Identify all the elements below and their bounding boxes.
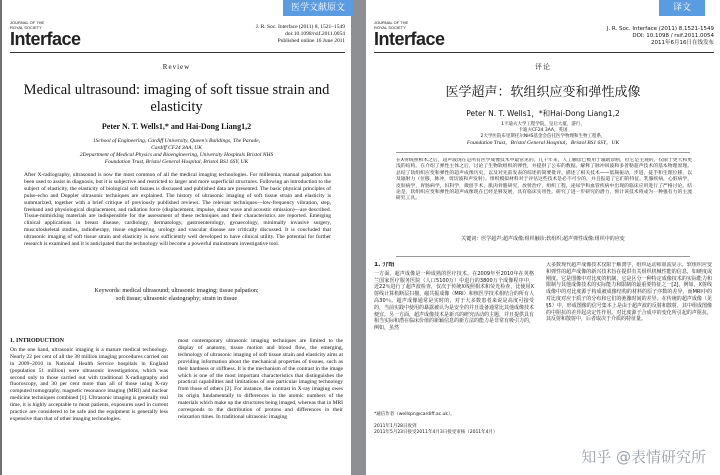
body-text: 一方面，超声成像是一种成熟的医疗技术。在2009年至2010年在英格兰国家医疗服务医院（人口5100万）中进行的3800万个成像程序中，近22％进行了超声波检查，仅次于传统X线照相术和荧光检查，比使用X射线计算机断层扫描，磁共振成像（MRI）和核医学技术相结合的所有人高30％。超声成像通常是实时的，对于大多数患者来说是高度可接受的，当前实践中使用的暴露被认为是安全的并且设备通常比其他成像技术便宜。另一方面，超声成像技术是新兴的研究活动的主题，并且提供具有相当实际和潜在临床价值的新颖信息的新方法的能力是非常有吸引力的，例如，虽然 [374, 270, 534, 332]
journal-logo [374, 20, 445, 48]
translated-paper-page [366, 0, 720, 475]
header-line: DOI: 10.1098 / rsif.2011.0054 [632, 33, 714, 39]
header-rule [374, 52, 714, 53]
translation-tag: 译文 [659, 0, 705, 16]
keywords-rule [396, 256, 690, 257]
section-label: 评论 [535, 63, 551, 71]
paper-authors: Peter N. T. Wells1,* and Hai-Dong Liang1,2 [101, 122, 252, 131]
journal-header-info [256, 24, 345, 45]
affiliation-line: Cardiff CF24 3AA, UK [151, 145, 202, 151]
original-paper-page [2, 0, 351, 475]
author-affiliations [2, 138, 351, 166]
journal-logo-big: Interface [10, 29, 81, 49]
header-line: 2011年6月16日在线发布 [651, 40, 714, 46]
paper-keywords [2, 288, 351, 303]
section-label: Review [162, 63, 191, 71]
affiliation-line: 1卡迪夫大学工程学院，皇后大厦，游行， [501, 122, 585, 127]
body-column-left [10, 338, 168, 470]
affiliation-line: Foundation Trust，Bristol General Hospital，Bristol BS1 6SY，UK [466, 140, 620, 146]
header-line: J. R. Soc. Interface (2011) 8,1521-1549 [606, 26, 714, 32]
paper-title: Medical ultrasound: imaging of soft tissue strain and elasticity [23, 82, 330, 115]
footnotes [374, 412, 534, 436]
footnote-line: 2011年5月23日接受2011年4月3日接受审核（2011年4月） [374, 430, 498, 435]
journal-logo [10, 20, 81, 48]
original-text-tag: 医学文献原文 [283, 0, 353, 16]
paper-title: 医学超声：软组织应变和弹性成像 [445, 85, 641, 100]
header-line: J. R. Soc. Interface (2011) 8, 1521–1549 [255, 24, 345, 30]
zhihu-watermark: 知乎 @表情研究所 [581, 448, 706, 466]
keywords-line: 关键词：医学超声;超声成像;组织触诊;软组织;超声弹性成像;组织中的应变 [461, 236, 625, 242]
body-text: On the one hand, ultrasonic imaging is a mature medical technology. Nearly 22 per cent of all the 38 million imaging procedures carried out in 2009–2010 in National Health Service hospitals in England (population 51 million) were ultrasonic investigations, which was second only to those carried out with traditional X-radiography and fluoroscopy, and 30 per cent more than all of those using X-ray computed tomography, magnetic resonance imaging (MRI) and nuclear medicine techniques combined [1]. Ultrasonic imaging is generally real time, it is highly acceptable to most patients, exposures used in current practice are considered to be safe and the equipment is generally less expensive than that of other imaging technologies. [10, 346, 168, 422]
keywords-line: Keywords: medical ultrasound; ultrasonic imaging; tissue palpation; [94, 288, 259, 294]
affiliation-line: 卡迪夫CF24 3AA，英国 [518, 128, 568, 133]
affiliation-line: 2Department of Medical Physics and Bioengineering, University Hospitals Bristol NHS [79, 152, 274, 158]
section-heading: 1. INTRODUCTION [10, 338, 65, 344]
body-column-right [178, 338, 343, 470]
journal-header-info [607, 26, 714, 47]
body-text: 大多数现代超声成像技术仅限于解剖学，组织运动和血流显示，软组织应变和弹性的超声成像的新兴技术旨在提供有关组织机械性能的信息，如硬度或刚度。它是图像中对比度的机制，它是区分一种特定成像技术的实际能力和限制与其他成像技术的实际能力和限制的最重要特征之一[2]。例如，X射线成像中的对比度源于构成被成像结构的材料的原子序数的差异，而MRI中的对比度对应于质子的分布和它们的弛豫时间的差异。在传统的超声成像（见§5）中，形成图像的信号集本上是由于超声波的反射和散射，其中组成图像的中阻抗的差异起决定性作用。对比度源于合成中的变化所引起的声阻抗，其反射和散射中，后者取决于介质的特征量。 [546, 262, 712, 323]
author-affiliations [366, 122, 720, 146]
body-column-right [546, 262, 712, 387]
journal-logo-small: JOURNAL OF THE ROYAL SOCIETY [10, 20, 45, 30]
paper-abstract: After X-radiography, ultrasound is now the most common of all the medical imaging technologies. For millennia, manual palpation has been used to assist in diagnosis, but it is subjective and restricted to larger and more superficial structures. Following an introduction to the subject of elasticity, the elasticity of biological soft tissues is discussed and published data are presented. The basic physical principles of pulse-echo and Doppler ultrasonic techniques are explained. The history of ultrasonic imaging of soft tissue strain and elasticity is summarized, together with a brief critique of previously published reviews. The relevant techniques—low-frequency vibration, step, freehand and physiological displacement, and radiation force (displacement, impulse, shear wave and acoustic emission)—are described. Tissue-mimicking materials are indispensible for the assessment of these techniques and their characteristics are reported. Emerging clinical applications in breast disease, cardiology, dermatology, gastroenterology, gynaecology, minimally invasive surgery, musculoskeletal studies, radiotherapy, tissue engineering, urology and vascular disease are critically discussed. It is concluded that ultrasonic imaging of soft tissue strain and elasticity is now sufficiently well developed to have clinical utility. The potential for further research is examined and it is anticipated that the technology will become a powerful mainstream investigative tool. [24, 172, 331, 248]
header-line: Published online 16 June 2011 [277, 38, 345, 44]
abstract-rule [396, 152, 690, 153]
header-line: doi:10.1098/rsif.2011.0054 [285, 31, 345, 37]
footnote-line: 2011年1月28日收到 [374, 424, 417, 429]
keywords-line: soft tissue; ultrasonic elastography; strain in tissue [116, 295, 237, 302]
footnote-line: *通信作者（wellspn@cardiff.ac.uk）。 [374, 412, 455, 417]
journal-logo-big: Interface [374, 29, 445, 49]
affiliation-line: 1School of Engineering, Cardiff University, Queen's Buildings, The Parade, [92, 138, 261, 144]
paper-authors: Peter N. T. Wells1，*和Hai-Dong Liang1,2 [466, 109, 620, 118]
paper-keywords [366, 236, 720, 244]
affiliation-line: 2大学医院布里斯托尔NHS基金会信托医学物理和生物工程系， [480, 134, 606, 139]
body-column-left [374, 262, 534, 412]
header-rule [10, 52, 345, 53]
section-heading: 1. 介绍 [374, 262, 395, 268]
journal-logo-small: JOURNAL OF THE ROYAL SOCIETY [374, 20, 409, 30]
affiliation-line: Foundation Trust, Bristol General Hospital, Bristol BS1 6SY, UK [104, 159, 249, 165]
body-text: most contemporary ultrasonic imaging techniques are limited to the display of anatomy, tissue motion and blood flow, the emerging, technology of ultrasonic imaging of soft tissue strain and elasticity aims at providing information about the mechanical properties of tissues, such as their hardness or stiffness. It is the mechanism of the contrast in the image which is one of the most important characteristics that distinguishes the practical capabilities and limitations of one particular imaging technology from those of others [2]. For instance, the contrast in X-ray imaging owes its origin fundamentally to differences in the atomic numbers of the materials which make up the structures being imaged, whereas that in MRI corresponds to the distribution of protons and differences in their relaxation times. In traditional ultrasonic imaging [178, 338, 343, 420]
paper-abstract: 在X射线照相术之后，超声波现在是所有医学成像技术中最常见的。几千年来，人工触诊已被用于辅助诊断，但它是主观的，仅限于更大和更浅的结构。在介绍了弹性主体之后，讨论了生物软组织的弹性，并提供了公布的数据。解释了脉冲回波和多普勒超声技术的基本物理原理。总结了软组织应变和弹性的超声成像历史，以及对先前发表的综述的简要批评。描述了相关技术——低频振动，步进，徒手和生理位移，以及辐射力（位移，脉冲，剪切波和声发射）。组织模拟材料对于评估这些技术是必不可少的，并且报道了它们的特征。乳腺疾病，心脏病学，皮肤病学，胃肠病学，妇科学，微创手术，肌肉骨骼研究，放射治疗，组织工程，泌尿学和血管疾病中出现的临床应用进行了严格讨论。结论是，软组织应变和弹性的超声成像现在已经足够发展，具有临床实用性。研究了进一步研究的潜力，预计该技术将成为一种强有力的主流研究工具。 [396, 158, 692, 202]
page-gutter [351, 0, 366, 475]
